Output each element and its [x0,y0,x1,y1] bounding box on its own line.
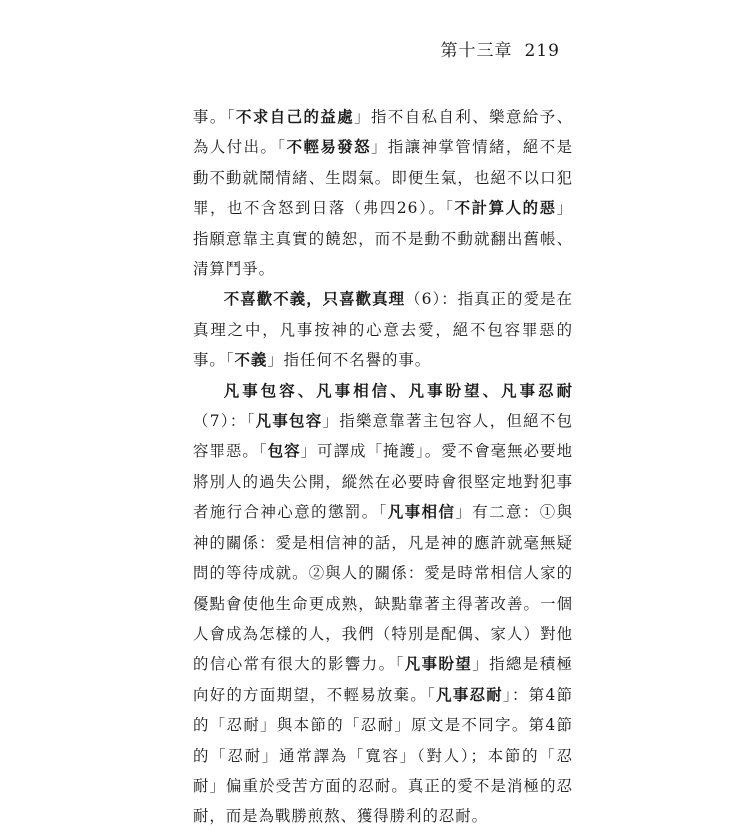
text-run: 」指總是積極向好的方面期望，不輕易放棄。「 [193,655,573,704]
bold-term: 不輕易發怒 [286,138,371,157]
page-number: 219 [524,41,560,61]
running-header [441,36,560,61]
bold-term: 凡事包容 [255,412,323,431]
bold-term: 凡事相信 [387,503,456,522]
bold-term: 凡事盼望 [404,655,473,674]
bold-term: 凡事忍耐 [436,685,504,704]
text-run: 」指不自私自利、樂意給予、為人付出。「 [193,108,573,157]
text-run: （6）：指真正的愛是在真理之中，凡事按神的心意去愛，絕不包容罪惡的事。「 [193,290,573,370]
bold-term: 包容 [267,442,301,461]
text-run: 」指樂意靠著主包容人，但絕不包容罪惡。「 [193,412,573,461]
text-run: （7）：「 [193,412,256,431]
paragraph [193,376,573,832]
text-run: 」：第4節的「忍耐」與本節的「忍耐」原文是不同字。第4節的「忍耐」通常譯為「寬容」（對人）；本節的「忍耐」偏重於受苦方面的忍耐。真正的愛不是消極的忍耐，而是為戰勝煎熬、獲得勝利的忍耐。 [193,685,573,826]
paragraph [193,284,573,375]
body-text [193,102,573,832]
text-run: 」指願意靠主真實的饒恕，而不是動不動就翻出舊帳、清算鬥爭。 [193,199,573,279]
bold-term: 不計算人的惡 [454,199,557,218]
bold-term: 不喜歡不義，只喜歡真理 [223,290,406,309]
paragraph [193,102,573,284]
text-run: 」可譯成「掩護」。愛不會毫無必要地將別人的過失公開，縱然在必要時會很堅定地對犯事者施行合神心意的懲罰。「 [193,442,573,522]
text-run: 」指任何不名譽的事。 [267,351,432,370]
bold-term: 不義 [234,351,268,370]
bold-term: 不求自己的益處 [235,108,355,126]
text-run: 」有二意：①與神的關係：愛是相信神的話，凡是神的應許就毫無疑問的等待成就。②與人的關係：愛是時常相信人家的優點會使他生命更成熟，缺點靠著主得著改善。一個人會成為怎樣的人，我們（特別是配偶、家人）對他的信心常有很大的影響力。「 [193,503,573,674]
text-run: 事。「 [193,108,236,126]
chapter-title: 第十三章 [440,41,513,61]
text-run: 」指讓神掌管情緒，絕不是動不動就鬧情緒、生悶氣。即便生氣，也絕不以口犯罪，也不含怒到日落（弗四26）。「 [193,138,573,218]
bold-term: 凡事包容、凡事相信、凡事盼望、凡事忍耐 [223,381,573,400]
